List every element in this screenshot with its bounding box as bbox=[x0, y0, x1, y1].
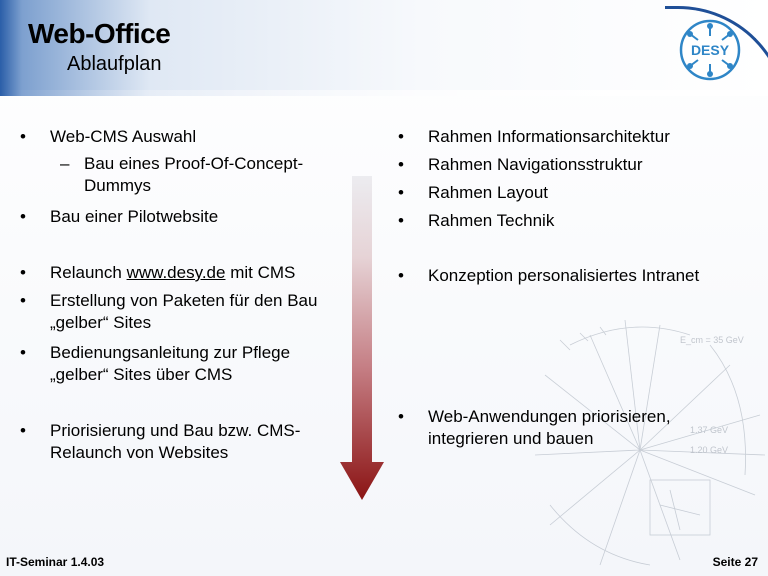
desy-logo bbox=[678, 18, 742, 82]
list-item-text: Rahmen Technik bbox=[428, 211, 555, 230]
footer-event-label: IT-Seminar 1.4.03 bbox=[6, 555, 105, 569]
list-item bbox=[398, 154, 748, 176]
list-item-text: Rahmen Informationsarchitektur bbox=[428, 127, 670, 146]
list-item bbox=[398, 265, 768, 287]
list-item bbox=[398, 126, 748, 148]
list-item-text-before: Relaunch bbox=[50, 263, 127, 282]
timeline-down-arrow bbox=[338, 176, 386, 502]
list-item-text: Priorisierung und Bau bzw. CMS-Relaunch von Websites bbox=[50, 421, 301, 462]
bullet: • bbox=[20, 421, 26, 440]
list-item-text: Web-CMS Auswahl bbox=[50, 127, 197, 146]
list-item bbox=[20, 262, 350, 284]
sketch-label-ecm: E_cm = 35 GeV bbox=[680, 335, 744, 345]
bullet: • bbox=[20, 263, 26, 282]
dash-bullet: – bbox=[60, 154, 70, 173]
list-item bbox=[20, 420, 335, 464]
bullet: • bbox=[398, 183, 404, 202]
list-item-text: Bau eines Proof-Of-Concept-Dummys bbox=[84, 154, 304, 195]
list-item bbox=[398, 406, 728, 450]
list-item bbox=[398, 182, 748, 204]
bullet: • bbox=[398, 127, 404, 146]
list-item-text: Web-Anwendungen priorisieren, integrieren und bauen bbox=[428, 407, 671, 448]
list-item-text-after: mit CMS bbox=[225, 263, 296, 282]
list-item-text: Rahmen Navigationsstruktur bbox=[428, 155, 643, 174]
desy-link[interactable]: www.desy.de bbox=[126, 263, 226, 282]
bullet: • bbox=[398, 155, 404, 174]
list-item bbox=[20, 206, 350, 228]
list-item bbox=[20, 126, 350, 148]
list-item-text: Konzeption personalisiertes Intranet bbox=[428, 266, 700, 285]
bullet: • bbox=[398, 266, 404, 285]
list-item-text: Bedienungsanleitung zur Pflege „gelber“ Sites über CMS bbox=[50, 343, 291, 384]
list-item-text: Rahmen Layout bbox=[428, 183, 549, 202]
logo-text: DESY bbox=[690, 42, 730, 58]
list-item bbox=[20, 342, 320, 386]
bullet: • bbox=[20, 291, 26, 310]
list-item bbox=[398, 210, 748, 232]
bullet: • bbox=[398, 211, 404, 230]
bullet: • bbox=[20, 207, 26, 226]
footer-page-number: Seite 27 bbox=[712, 555, 758, 569]
slide-title: Web-Office bbox=[28, 18, 171, 49]
bullet: • bbox=[20, 343, 26, 362]
list-item-text: Erstellung von Paketen für den Bau „gelber“ Sites bbox=[50, 291, 318, 332]
sketch-label-2: 1.20 GeV bbox=[690, 445, 729, 455]
list-item bbox=[20, 290, 320, 334]
bullet: • bbox=[398, 407, 404, 426]
bullet: • bbox=[20, 127, 26, 146]
list-item-text: Bau einer Pilotwebsite bbox=[50, 207, 219, 226]
slide-subtitle: Ablaufplan bbox=[67, 53, 162, 75]
list-subitem bbox=[20, 153, 354, 197]
sketch-label-1: 1.37 GeV bbox=[690, 425, 729, 435]
